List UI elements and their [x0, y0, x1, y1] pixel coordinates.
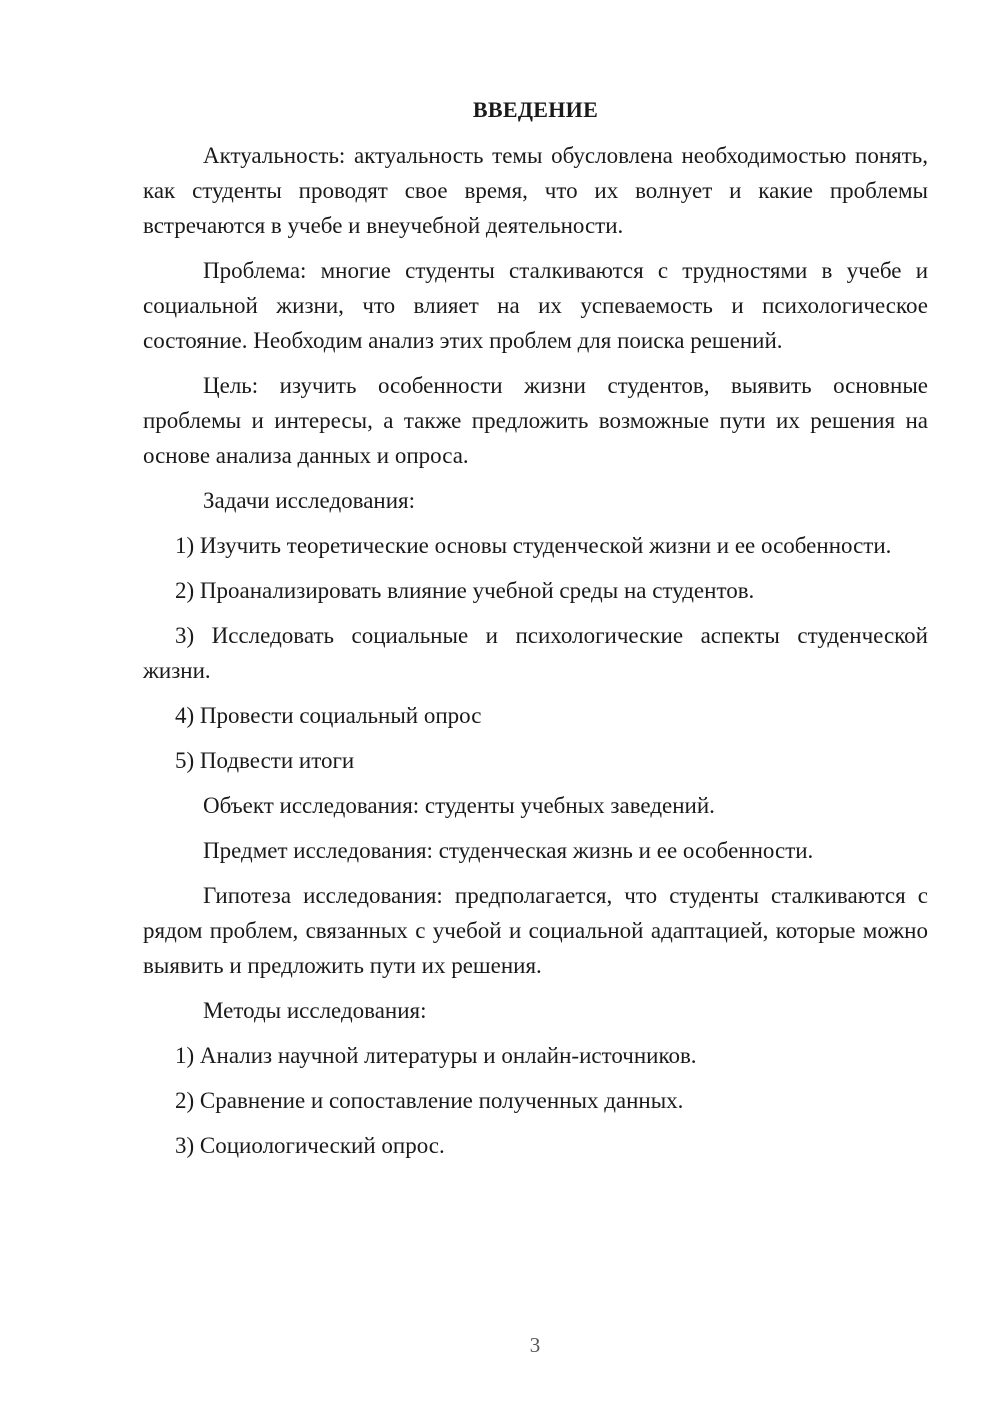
task-item: 3) Исследовать социальные и психологические аспекты студенческой жизни.	[143, 623, 928, 683]
subject-paragraph: Предмет исследования: студенческая жизнь и ее особенности.	[203, 838, 814, 863]
problem-paragraph: Проблема: многие студенты сталкиваются с трудностями в учебе и социальной жизни, что влияет на их успеваемость и психологическое состояние. Необходим анализ этих проблем для поиска решений.	[143, 258, 928, 353]
section-title: ВВЕДЕНИЕ	[472, 97, 599, 122]
task-item: 1) Изучить теоретические основы студенческой жизни и ее особенности.	[175, 533, 892, 558]
task-item: 5) Подвести итоги	[175, 748, 355, 773]
task-item: 4) Провести социальный опрос	[175, 703, 482, 728]
relevance-paragraph: Актуальность: актуальность темы обусловлена необходимостью понять, как студенты проводят свое время, что их волнует и какие проблемы встречаются в учебе и внеучебной деятельности.	[143, 143, 928, 238]
object-paragraph: Объект исследования: студенты учебных заведений.	[203, 793, 715, 818]
method-item: 1) Анализ научной литературы и онлайн-источников.	[175, 1043, 697, 1068]
method-item: 3) Социологический опрос.	[175, 1133, 445, 1158]
methods-heading: Методы исследования:	[203, 998, 427, 1023]
hypothesis-paragraph: Гипотеза исследования: предполагается, что студенты сталкиваются с рядом проблем, связанных с учебой и социальной адаптацией, которые можно выявить и предложить пути их решения.	[143, 883, 928, 978]
method-item: 2) Сравнение и сопоставление полученных данных.	[175, 1088, 684, 1113]
goal-paragraph: Цель: изучить особенности жизни студентов, выявить основные проблемы и интересы, а также предложить возможные пути их решения на основе анализа данных и опроса.	[143, 373, 928, 468]
page-number: 3	[529, 1333, 541, 1357]
tasks-heading: Задачи исследования:	[203, 488, 416, 513]
document-body	[143, 92, 928, 1173]
task-item: 2) Проанализировать влияние учебной среды на студентов.	[175, 578, 755, 603]
